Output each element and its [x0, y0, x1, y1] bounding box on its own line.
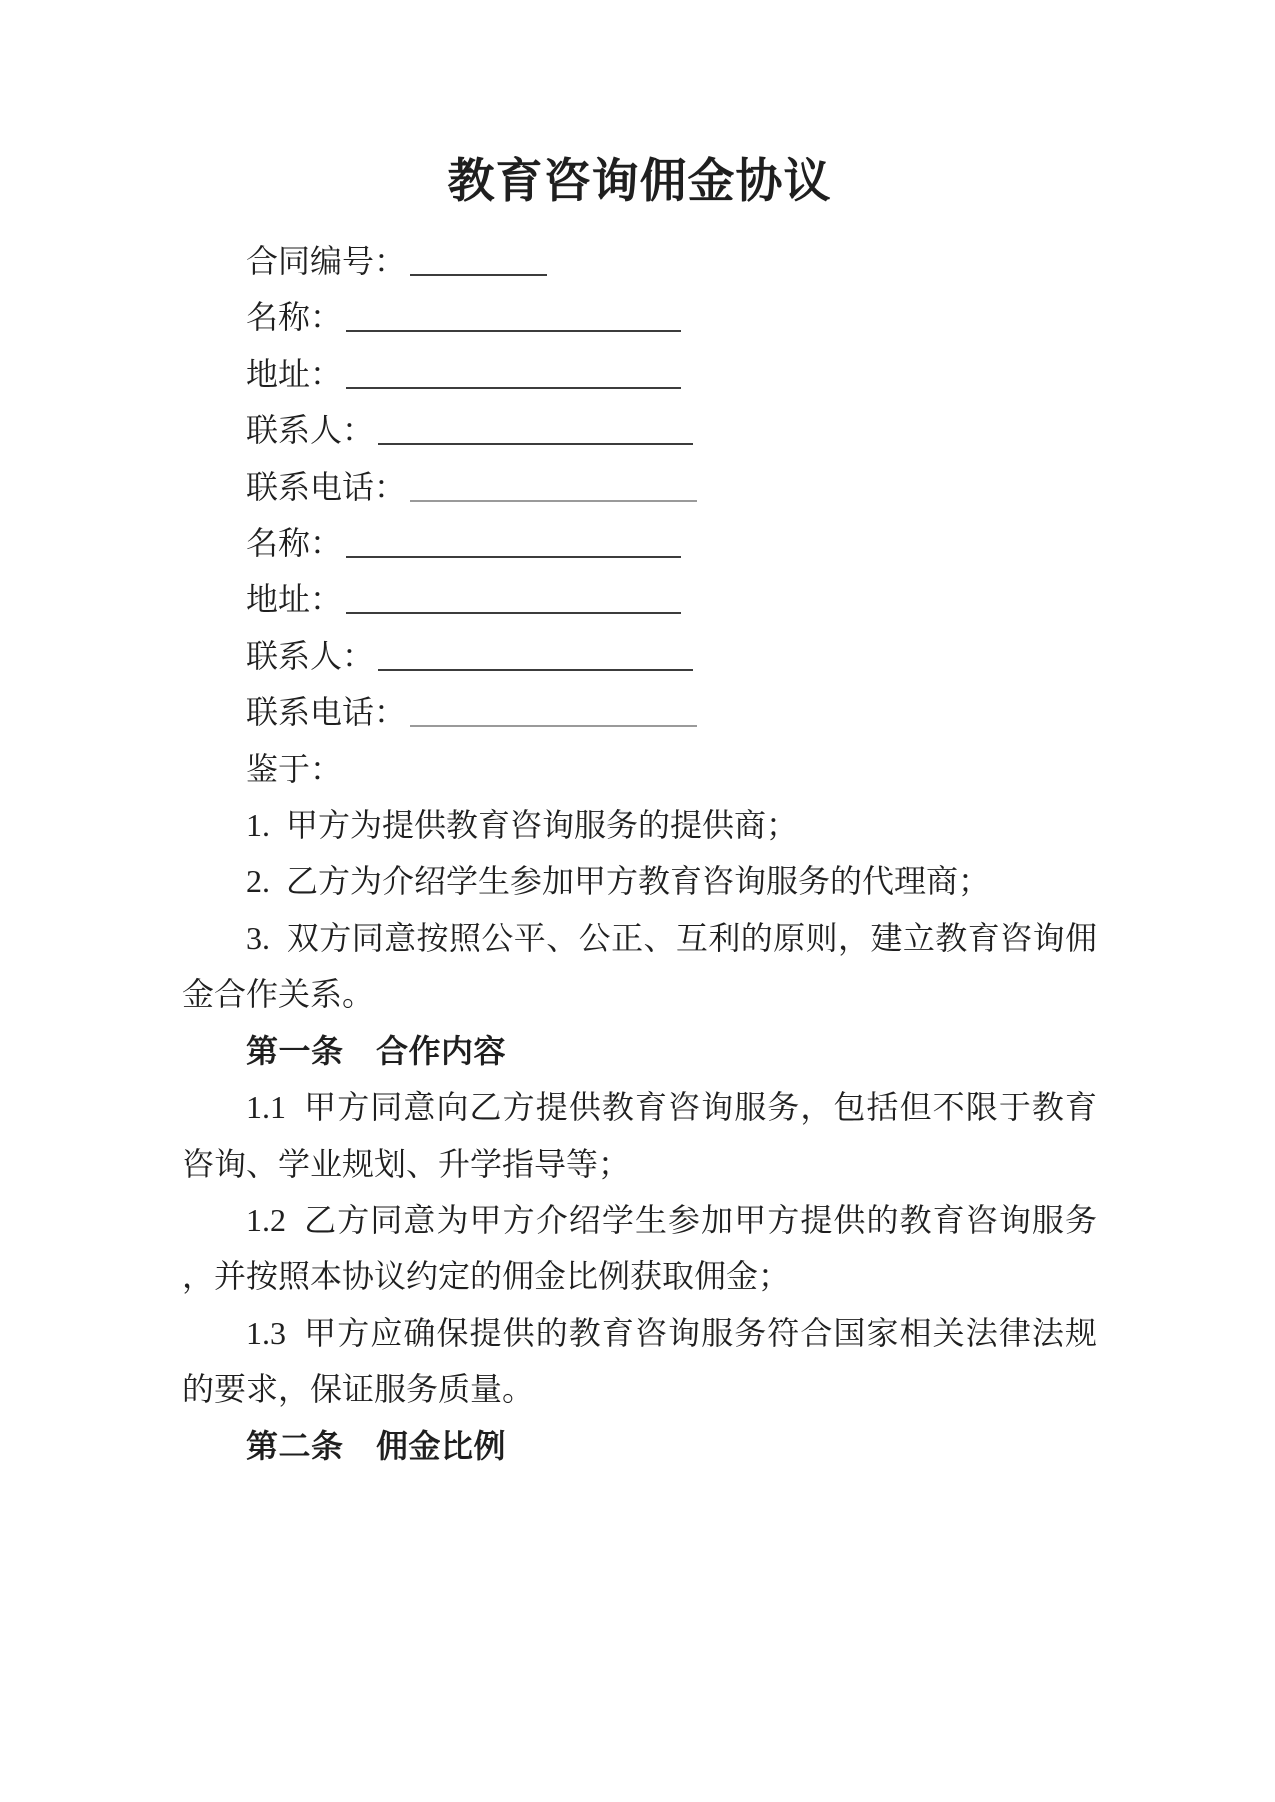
party-b-phone-label: 联系电话：	[246, 694, 407, 731]
party-a-contact-blank-line	[378, 439, 693, 445]
party-a-address-label: 地址：	[246, 355, 343, 392]
section-2-heading: 第二条 佣金比例	[246, 1427, 507, 1464]
party-a-address-row	[182, 346, 1097, 402]
party-a-contact-label: 联系人：	[246, 412, 375, 449]
party-b-address-blank-line	[346, 608, 681, 614]
party-b-name-row	[182, 515, 1097, 571]
party-b-contact-label: 联系人：	[246, 637, 375, 674]
section-1-heading: 第一条 合作内容	[246, 1032, 507, 1069]
contract-document-page	[0, 152, 1275, 1802]
party-b-phone-blank-line	[410, 721, 697, 727]
whereas-item-1: 1. 甲方为提供教育咨询服务的提供商；	[246, 807, 799, 844]
contract-number-blank-line	[410, 270, 547, 276]
document-title: 教育咨询佣金协议	[447, 156, 832, 208]
contract-number-label: 合同编号：	[246, 243, 407, 279]
party-a-phone-blank-line	[410, 496, 697, 502]
whereas-label: 鉴于：	[246, 750, 343, 787]
clause-1-2: 1.2 乙方同意为甲方介绍学生参加甲方提供的教育咨询服务，并按照本协议约定的佣金比例获取佣金；	[182, 1201, 1097, 1295]
party-a-phone-label: 联系电话：	[246, 468, 407, 505]
whereas-item-2: 2. 乙方为介绍学生参加甲方教育咨询服务的代理商；	[246, 863, 991, 900]
party-b-address-label: 地址：	[246, 581, 343, 618]
clause-1-3: 1.3 甲方应确保提供的教育咨询服务符合国家相关法律法规的要求，保证服务质量。	[182, 1314, 1097, 1408]
party-a-contact-row	[182, 402, 1097, 458]
party-b-name-label: 名称：	[246, 525, 343, 562]
party-a-name-label: 名称：	[246, 299, 343, 336]
party-b-contact-blank-line	[378, 665, 693, 671]
party-a-name-blank-line	[346, 326, 681, 332]
party-a-name-row	[182, 289, 1097, 345]
party-b-address-row	[182, 571, 1097, 627]
party-a-address-blank-line	[346, 383, 681, 389]
party-b-name-blank-line	[346, 552, 681, 558]
clause-1-1: 1.1 甲方同意向乙方提供教育咨询服务，包括但不限于教育咨询、学业规划、升学指导等；	[182, 1089, 1097, 1182]
contract-number-row	[182, 233, 1097, 289]
party-b-phone-row	[182, 684, 1097, 740]
party-b-contact-row	[182, 628, 1097, 684]
party-a-phone-row	[182, 459, 1097, 515]
whereas-item-3: 3. 双方同意按照公平、公正、互利的原则，建立教育咨询佣金合作关系。	[182, 919, 1097, 1013]
